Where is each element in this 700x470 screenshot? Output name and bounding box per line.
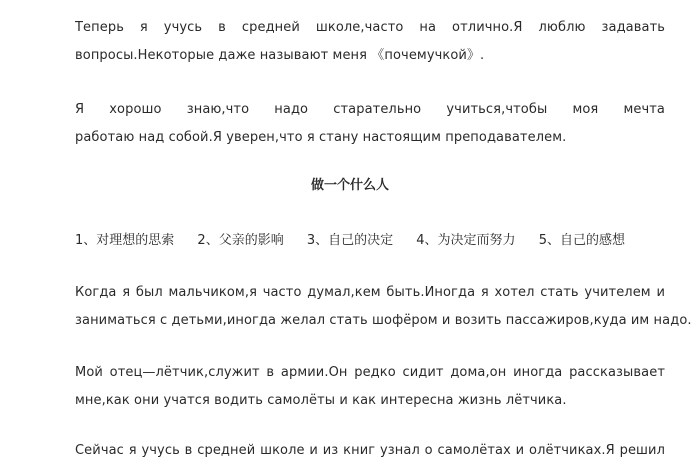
outline-item: 3、自己的决定: [306, 233, 394, 248]
paragraph-line: мне,как они учатся водить самолёты и как интересна жизнь лётчика.: [75, 393, 567, 408]
paragraph-line: вопросы.Некоторые даже называют меня 《почемучкой》.: [75, 48, 485, 63]
outline-item: 4、为决定而努力: [416, 233, 516, 248]
outline-item: 2、父亲的影响: [197, 233, 284, 248]
paragraph-3: [75, 279, 692, 335]
paragraph-line: заниматься с детьми,иногда желал стать шофёром и возить пассажиров,куда им надо.: [75, 313, 692, 328]
outline-list: [75, 227, 644, 255]
outline-item: 5、自己的感想: [538, 233, 625, 248]
outline-item: 1、对理想的思索: [75, 233, 175, 248]
paragraph-2: [75, 96, 665, 152]
paragraph-5: [75, 437, 665, 465]
paragraph-line: Я хорошо знаю,что надо старательно учиться,чтобы моя мечта: [75, 102, 665, 117]
paragraph-line: работаю над собой.Я уверен,что я стану настоящим преподавателем.: [75, 130, 567, 145]
paragraph-line: Сейчас я учусь в средней школе и из книг узнал о самолётах и олётчиках.Я решил: [75, 443, 665, 458]
paragraph-line: Мой отец—лётчик,служит в армии.Он редко сидит дома,он иногда рассказывает: [75, 365, 665, 380]
paragraph-line: Когда я был мальчиком,я часто думал,кем быть.Иногда я хотел стать учителем и: [75, 285, 665, 300]
paragraph-4: [75, 359, 665, 415]
paragraph-line: Теперь я учусь в средней школе,часто на отлично.Я люблю задавать: [75, 20, 665, 35]
section-heading: 做一个什么人: [310, 178, 389, 193]
paragraph-1: [75, 14, 665, 70]
